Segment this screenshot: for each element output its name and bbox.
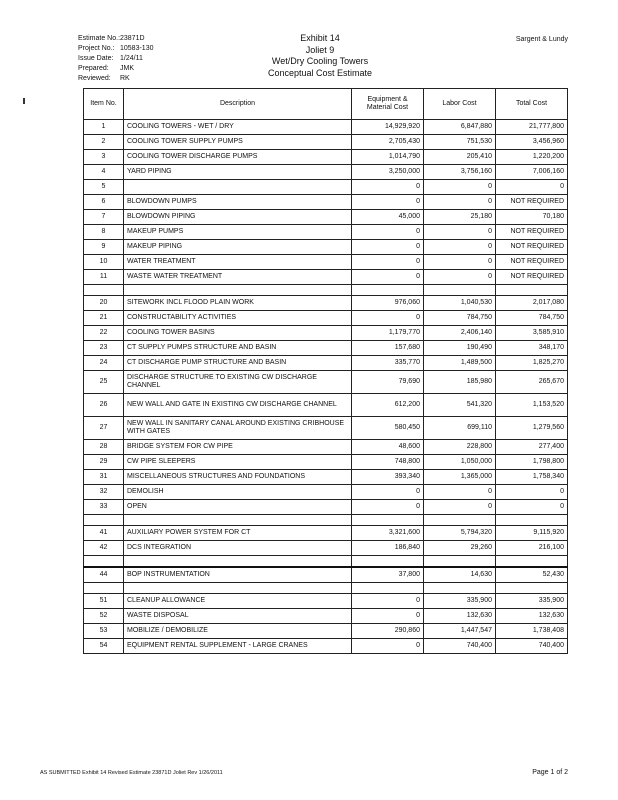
cell-description: WASTE DISPOSAL [124,609,352,624]
cell-total-cost: NOT REQUIRED [496,225,568,240]
meta-row [78,54,180,64]
cell-description: WASTE WATER TREATMENT [124,270,352,285]
spacer-cell [496,285,568,296]
table-row [84,371,568,394]
cell-total-cost: 70,180 [496,210,568,225]
table-spacer-row [84,556,568,568]
spacer-cell [496,583,568,594]
table-row [84,225,568,240]
cell-description: CT DISCHARGE PUMP STRUCTURE AND BASIN [124,356,352,371]
cell-total-cost: 52,430 [496,567,568,583]
cell-equipment-cost: 14,929,920 [352,120,424,135]
cell-item-no: 29 [84,455,124,470]
cell-description: NEW WALL AND GATE IN EXISTING CW DISCHARGE CHANNEL [124,394,352,417]
cell-labor-cost: 29,260 [424,541,496,556]
cell-total-cost: 277,400 [496,440,568,455]
table-row [84,609,568,624]
cell-total-cost: 216,100 [496,541,568,556]
table-row [84,296,568,311]
cell-description: COOLING TOWER DISCHARGE PUMPS [124,150,352,165]
cell-total-cost: 784,750 [496,311,568,326]
table-row [84,195,568,210]
cell-labor-cost: 335,900 [424,594,496,609]
cell-item-no: 51 [84,594,124,609]
cell-equipment-cost: 186,840 [352,541,424,556]
cell-equipment-cost: 0 [352,594,424,609]
table-spacer-row [84,583,568,594]
cell-total-cost: 0 [496,180,568,195]
meta-label: Project No.: [78,45,115,52]
cell-equipment-cost: 0 [352,195,424,210]
meta-label: Prepared: [78,65,109,72]
cell-equipment-cost: 1,014,790 [352,150,424,165]
spacer-cell [424,515,496,526]
cell-labor-cost: 1,489,500 [424,356,496,371]
cell-description: BLOWDOWN PIPING [124,210,352,225]
table-spacer-row [84,285,568,296]
cell-equipment-cost: 612,200 [352,394,424,417]
meta-value: 10583-130 [120,45,154,52]
spacer-cell [84,583,124,594]
cell-total-cost: 3,456,960 [496,135,568,150]
cell-total-cost: NOT REQUIRED [496,240,568,255]
cost-estimate-table [83,88,568,654]
cell-labor-cost: 699,110 [424,417,496,440]
cell-labor-cost: 0 [424,255,496,270]
cell-total-cost: 740,400 [496,639,568,654]
cell-labor-cost: 740,400 [424,639,496,654]
cell-item-no: 32 [84,485,124,500]
cell-equipment-cost: 0 [352,639,424,654]
cell-labor-cost: 5,794,320 [424,526,496,541]
table-header-row [84,89,568,120]
meta-label: Reviewed: [78,75,111,82]
cell-equipment-cost: 0 [352,270,424,285]
cell-total-cost: 3,585,910 [496,326,568,341]
table-row [84,624,568,639]
cell-description: MAKEUP PIPING [124,240,352,255]
table-row [84,541,568,556]
table-row [84,639,568,654]
meta-row [78,64,180,74]
table-row [84,440,568,455]
cell-labor-cost: 541,320 [424,394,496,417]
cell-item-no: 42 [84,541,124,556]
cell-labor-cost: 0 [424,500,496,515]
cell-equipment-cost: 0 [352,500,424,515]
cell-total-cost: 7,006,160 [496,165,568,180]
cell-description: CLEANUP ALLOWANCE [124,594,352,609]
cell-labor-cost: 185,980 [424,371,496,394]
meta-row [78,34,180,44]
cell-equipment-cost: 37,800 [352,567,424,583]
cell-labor-cost: 25,180 [424,210,496,225]
cell-equipment-cost: 0 [352,311,424,326]
header-labor-cost: Labor Cost [424,89,496,120]
cell-description: WATER TREATMENT [124,255,352,270]
firm-name: Sargent & Lundy [515,36,568,43]
meta-value: JMK [120,65,134,72]
cell-labor-cost: 0 [424,485,496,500]
table-row [84,455,568,470]
meta-row [78,44,180,54]
cell-description: BRIDGE SYSTEM FOR CW PIPE [124,440,352,455]
table-row [84,135,568,150]
spacer-cell [84,556,124,568]
cell-item-no: 27 [84,417,124,440]
meta-value: RK [120,75,130,82]
cell-equipment-cost: 157,680 [352,341,424,356]
header-equipment-cost: Equipment & Material Cost [352,89,424,120]
cell-description: BLOWDOWN PUMPS [124,195,352,210]
cell-labor-cost: 0 [424,270,496,285]
cell-description: COOLING TOWER SUPPLY PUMPS [124,135,352,150]
table-row [84,311,568,326]
title-exhibit: Exhibit 14 [300,33,340,43]
cell-item-no: 20 [84,296,124,311]
spacer-cell [124,583,352,594]
cell-total-cost: 335,900 [496,594,568,609]
cell-item-no: 44 [84,567,124,583]
cell-item-no: 5 [84,180,124,195]
table-row [84,526,568,541]
table-row [84,485,568,500]
cell-description: CONSTRUCTABILITY ACTIVITIES [124,311,352,326]
table-spacer-row [84,515,568,526]
cell-equipment-cost: 0 [352,225,424,240]
cell-labor-cost: 190,490 [424,341,496,356]
cell-item-no: 3 [84,150,124,165]
cell-item-no: 28 [84,440,124,455]
cell-description: DEMOLISH [124,485,352,500]
cell-equipment-cost: 0 [352,255,424,270]
spacer-cell [352,515,424,526]
cell-labor-cost: 2,406,140 [424,326,496,341]
cell-labor-cost: 6,847,880 [424,120,496,135]
cell-total-cost: 1,825,270 [496,356,568,371]
cell-equipment-cost: 0 [352,485,424,500]
cell-item-no: 6 [84,195,124,210]
cell-item-no: 21 [84,311,124,326]
cell-description: MISCELLANEOUS STRUCTURES AND FOUNDATIONS [124,470,352,485]
table-row [84,270,568,285]
cell-description: DISCHARGE STRUCTURE TO EXISTING CW DISCHARGE CHANNEL [124,371,352,394]
cell-total-cost: 2,017,080 [496,296,568,311]
cell-equipment-cost: 0 [352,240,424,255]
cell-item-no: 11 [84,270,124,285]
cell-equipment-cost: 0 [352,609,424,624]
cell-description: MOBILIZE / DEMOBILIZE [124,624,352,639]
cell-equipment-cost: 976,060 [352,296,424,311]
table-row [84,567,568,583]
cell-description: NEW WALL IN SANITARY CANAL AROUND EXISTING CRIBHOUSE WITH GATES [124,417,352,440]
cell-total-cost: NOT REQUIRED [496,195,568,210]
cell-equipment-cost: 580,450 [352,417,424,440]
margin-mark [23,98,25,104]
table-row [84,417,568,440]
cell-item-no: 53 [84,624,124,639]
meta-label: Issue Date: [78,55,114,62]
spacer-cell [352,556,424,568]
spacer-cell [124,515,352,526]
header-item-no: Item No. [84,89,124,120]
cell-labor-cost: 1,050,000 [424,455,496,470]
cell-description: MAKEUP PUMPS [124,225,352,240]
cell-total-cost: NOT REQUIRED [496,255,568,270]
cell-description: AUXILIARY POWER SYSTEM FOR CT [124,526,352,541]
spacer-cell [352,583,424,594]
cell-labor-cost: 132,630 [424,609,496,624]
cell-labor-cost: 228,800 [424,440,496,455]
cell-description: CT SUPPLY PUMPS STRUCTURE AND BASIN [124,341,352,356]
cell-total-cost: 0 [496,500,568,515]
table-row [84,165,568,180]
cell-equipment-cost: 393,340 [352,470,424,485]
table-row [84,594,568,609]
cell-total-cost: 1,279,560 [496,417,568,440]
cell-total-cost: 9,115,920 [496,526,568,541]
title-subject: Wet/Dry Cooling Towers [271,56,369,66]
table-body [84,120,568,654]
cell-description: EQUIPMENT RENTAL SUPPLEMENT - LARGE CRANES [124,639,352,654]
meta-value: 23871D [120,35,145,42]
table-row [84,120,568,135]
cell-labor-cost: 1,447,547 [424,624,496,639]
cell-description: OPEN [124,500,352,515]
table-row [84,210,568,225]
cell-item-no: 2 [84,135,124,150]
cell-item-no: 22 [84,326,124,341]
cell-description [124,180,352,195]
footer-filename: AS SUBMITTED Exhibit 14 Revised Estimate 23871D Joliet Rev 1/26/2011 [40,770,223,776]
table-row [84,326,568,341]
cell-total-cost: 132,630 [496,609,568,624]
meta-row [78,74,180,84]
cell-item-no: 1 [84,120,124,135]
spacer-cell [124,285,352,296]
cell-labor-cost: 784,750 [424,311,496,326]
table-row [84,356,568,371]
cell-total-cost: 1,220,200 [496,150,568,165]
cell-item-no: 4 [84,165,124,180]
cell-equipment-cost: 3,321,600 [352,526,424,541]
spacer-cell [124,556,352,568]
cell-equipment-cost: 335,770 [352,356,424,371]
spacer-cell [84,285,124,296]
spacer-cell [496,515,568,526]
title-plant: Joliet 9 [305,44,335,55]
cell-description: CW PIPE SLEEPERS [124,455,352,470]
cell-labor-cost: 14,630 [424,567,496,583]
cell-item-no: 10 [84,255,124,270]
spacer-cell [424,583,496,594]
table-row [84,150,568,165]
spacer-cell [352,285,424,296]
header-total-cost: Total Cost [496,89,568,120]
cell-description: COOLING TOWERS - WET / DRY [124,120,352,135]
spacer-cell [84,515,124,526]
cell-item-no: 25 [84,371,124,394]
table-row [84,394,568,417]
cell-equipment-cost: 0 [352,180,424,195]
cell-description: YARD PIPING [124,165,352,180]
cell-item-no: 54 [84,639,124,654]
cell-total-cost: 0 [496,485,568,500]
cell-item-no: 52 [84,609,124,624]
table-row [84,240,568,255]
cell-total-cost: 265,670 [496,371,568,394]
document-title [230,33,410,79]
cell-item-no: 31 [84,470,124,485]
cell-labor-cost: 3,756,160 [424,165,496,180]
cell-total-cost: 348,170 [496,341,568,356]
cell-equipment-cost: 45,000 [352,210,424,225]
cell-labor-cost: 0 [424,180,496,195]
cell-labor-cost: 0 [424,240,496,255]
cell-total-cost: 1,738,408 [496,624,568,639]
cell-item-no: 41 [84,526,124,541]
cell-equipment-cost: 79,690 [352,371,424,394]
cell-description: SITEWORK INCL FLOOD PLAIN WORK [124,296,352,311]
cell-item-no: 9 [84,240,124,255]
cell-equipment-cost: 48,600 [352,440,424,455]
cell-item-no: 8 [84,225,124,240]
cell-labor-cost: 0 [424,195,496,210]
estimate-meta [78,34,180,84]
table-row [84,255,568,270]
cell-total-cost: 1,153,520 [496,394,568,417]
table-row [84,500,568,515]
cell-labor-cost: 205,410 [424,150,496,165]
header-description: Description [124,89,352,120]
cell-item-no: 33 [84,500,124,515]
cell-item-no: 7 [84,210,124,225]
spacer-cell [424,556,496,568]
footer-page-number: Page 1 of 2 [532,769,568,776]
title-estimate: Conceptual Cost Estimate [267,67,373,78]
table-row [84,341,568,356]
cell-labor-cost: 1,365,000 [424,470,496,485]
cell-labor-cost: 0 [424,225,496,240]
cell-description: DCS INTEGRATION [124,541,352,556]
meta-label: Estimate No.: [78,35,121,42]
cell-equipment-cost: 748,800 [352,455,424,470]
cell-equipment-cost: 290,860 [352,624,424,639]
cell-item-no: 24 [84,356,124,371]
cell-item-no: 23 [84,341,124,356]
table-row [84,180,568,195]
cell-total-cost: 1,758,340 [496,470,568,485]
cell-total-cost: 1,798,800 [496,455,568,470]
cell-item-no: 26 [84,394,124,417]
cell-total-cost: 21,777,800 [496,120,568,135]
cell-labor-cost: 1,040,530 [424,296,496,311]
spacer-cell [496,556,568,568]
cell-equipment-cost: 3,250,000 [352,165,424,180]
meta-value: 1/24/11 [120,55,143,62]
spacer-cell [424,285,496,296]
cell-labor-cost: 751,530 [424,135,496,150]
table-row [84,470,568,485]
cell-description: BOP INSTRUMENTATION [124,567,352,583]
cell-equipment-cost: 2,705,430 [352,135,424,150]
cell-equipment-cost: 1,179,770 [352,326,424,341]
cell-description: COOLING TOWER BASINS [124,326,352,341]
cell-total-cost: NOT REQUIRED [496,270,568,285]
